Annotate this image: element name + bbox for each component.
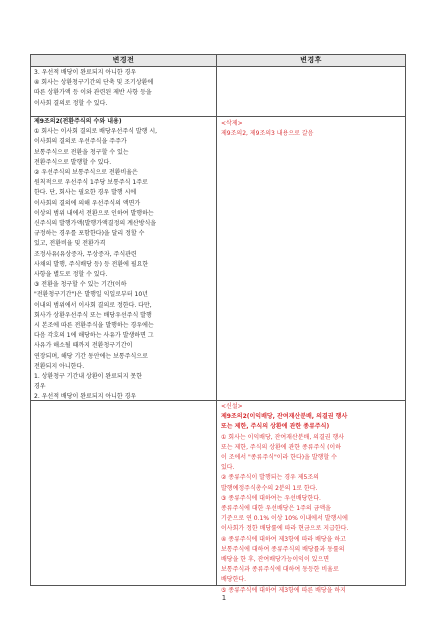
comparison-table (30, 54, 406, 594)
text-line: 회사가 상환우선주식 또는 배당우선주식 발행 (34, 311, 152, 319)
text-line: 보통주식으로 전환을 청구할 수 있는 (34, 148, 129, 156)
text-line: 원칙적으로 우선주식 1주당 보통주식 1주로 (34, 179, 148, 187)
text-line: 따른 상환가액 등 이와 관련된 제반 사항 등을 (34, 89, 152, 97)
text-line: 1. 상환청구 기간내 상환이 완료되지 못한 (34, 373, 142, 381)
text-line: 조정사유(유상증자, 무상증자, 주식관련 (34, 250, 137, 258)
text-line: 사항을 별도로 정할 수 있다. (34, 271, 108, 279)
deleted-marker: <삭제> (221, 120, 243, 127)
text-line: 전환주식으로 발행할 수 있다. (34, 158, 112, 166)
text-line: 또는 제한, 주식의 상환에 관한 종류주식 (이하 (221, 443, 342, 451)
text-line: ② 종류주식이 발행되는 경우 제5조의 (221, 474, 319, 482)
article-title: 제9조의2(이익배당, 잔여재산분배, 의결권 행사 (221, 413, 348, 421)
text-line: 있다. (221, 464, 235, 472)
text-line: 사채의 발행, 주식배당 등) 등 전환에 필요한 (34, 260, 149, 268)
text-line: 이 조에서 "종류주식"이라 한다)을 발행할 수 (221, 454, 337, 462)
text-line: ⑤ 종류주식에 대하여 제3항에 따른 배당을 하지 (221, 586, 346, 594)
text-line: 이상의 범위 내에서 전환으로 인하여 발행하는 (34, 209, 154, 217)
text-line: 이사회가 정한 배당률에 따라 현금으로 지급한다. (221, 525, 349, 533)
text-line: 있고, 전환비율 및 전환가격 (34, 240, 106, 248)
text-line: 경우 (34, 383, 46, 391)
text-line: 보통주식과 종류주식에 대하여 동등한 비율로 (221, 566, 339, 574)
text-line: 규정하는 경우를 포함한다)을 달리 정할 수 (34, 230, 145, 238)
article-title: 또는 제한, 주식의 상환에 관한 종류주식) (221, 423, 330, 431)
right-row3-text (221, 402, 403, 596)
text-line: 기준으로 연 0.1% 이상 10% 이내에서 발행시에 (221, 515, 348, 523)
text-line: 이사회의 결의로 우선주식을 주주가 (34, 138, 127, 146)
header-left-cell (31, 55, 216, 66)
text-line: 보통주식에 대하여 종류주식의 배당률과 동률의 (221, 545, 345, 553)
text-line: 이내의 범위에서 이사회 결의로 정한다. 다만, (34, 301, 152, 309)
text-line: 시 본조에 따른 전환주식을 발행하는 경우에는 (34, 322, 154, 330)
text-line: 종류주식에 대한 우선배당은 1주의 금액을 (221, 505, 331, 513)
text-line: 발행예정주식총수의 2분의 1로 한다. (221, 484, 318, 492)
new-marker: <신설> (221, 403, 243, 410)
page-number: 1 (221, 594, 227, 602)
text-line: 3. 우선적 배당이 완료되지 아니한 경우 (34, 69, 137, 76)
text-line: 이사회의 결의에 의해 우선주식의 액면가 (34, 199, 141, 207)
text-line: ④ 회사는 상환청구기간의 단축 및 조기상환에 (34, 79, 154, 87)
text-line: ④ 종류주식에 대하여 제3항에 따라 배당을 하고 (221, 535, 346, 543)
header-right-cell (217, 55, 405, 66)
text-line: ② 우선주식의 보통주식으로 전환비율은 (34, 169, 138, 177)
header-divider (31, 66, 405, 67)
text-line: 연장되며, 해당 기간 동안에는 보통주식으로 (34, 352, 148, 360)
header-after: 변경후 (300, 56, 322, 64)
text-line: 신주식의 발행가액(발행가액결정의 계산방식을 (34, 220, 157, 228)
article-title: 제9조의2(전환주식의 수와 내용) (34, 118, 122, 125)
text-line: 전환되지 아니한다. (34, 362, 85, 370)
text-line: "전환청구기간")은 발행일 익일로부터 10년 (34, 291, 148, 299)
text-line: 사유가 해소될 때까지 전환청구기간이 (34, 342, 133, 350)
text-line: 배당을 한 후, 잔여배당가능이익이 있으면 (221, 556, 330, 564)
text-line: 2. 우선적 배당이 완료되지 아니한 경우 (34, 393, 137, 401)
left-row1-text (34, 68, 214, 109)
text-line: 한다. 단, 회사는 필요한 경우 발행 시에 (34, 189, 137, 197)
text-line: ① 회사는 이익배당, 잔여재산분배, 의결권 행사 (221, 433, 345, 441)
text-line: ① 회사는 이사회 결의로 배당우선주식 발행 시, (34, 128, 158, 136)
text-line: 배당한다. (221, 576, 247, 584)
text-line: ③ 전환을 청구할 수 있는 기간(이하 (34, 281, 127, 289)
right-row2-text (221, 119, 403, 139)
text-line: ③ 종류주식에 대하여는 우선배당한다. (221, 494, 321, 502)
header-before: 변경전 (112, 56, 135, 64)
column-divider (216, 55, 217, 585)
text-line: 제9조의2, 제9조의3 내용으로 갈음 (221, 130, 314, 138)
text-line: 다음 각호의 1에 해당하는 사유가 발생하면 그 (34, 332, 154, 340)
text-line: 이사회 결의로 정할 수 있다. (34, 99, 108, 107)
left-row2-text (34, 117, 214, 403)
